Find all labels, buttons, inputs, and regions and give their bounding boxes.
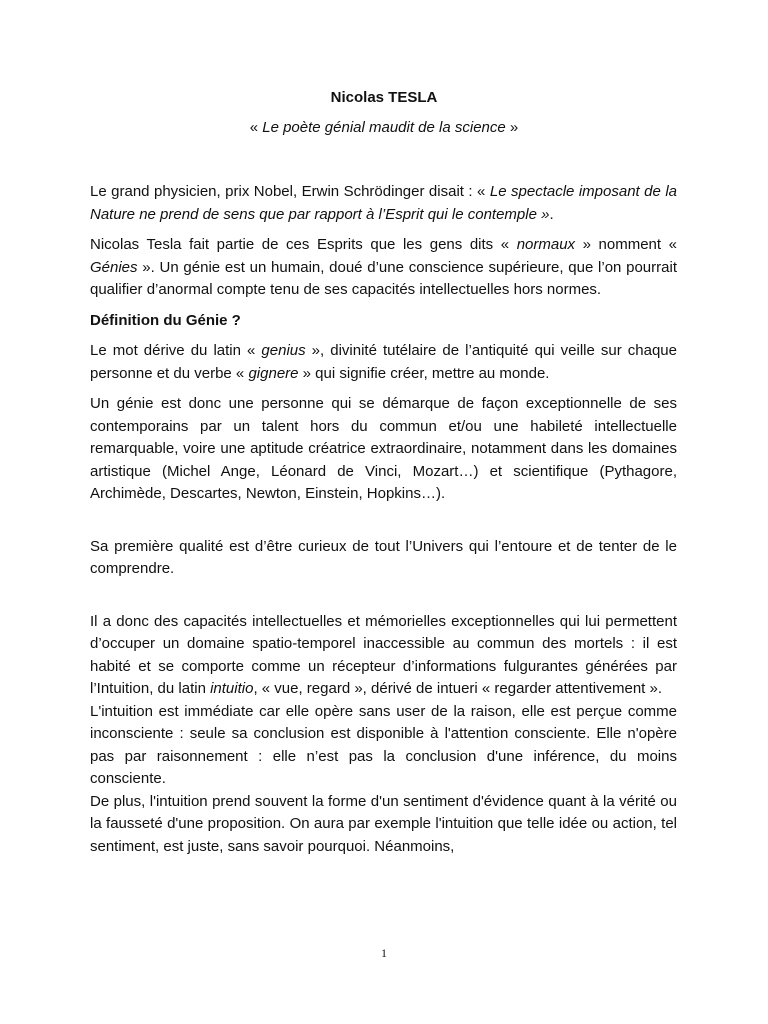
paragraph-etymology [90, 340, 677, 385]
paragraph-text: Il a donc des capacités intellectuelles et mémorielles exceptionnelles qui lui permettent d’occuper un domaine spatio-temporel inaccessible au commun des mortels : il est habité et se comporte comme un récepteur d’informations fulgurantes générées par l’Intuition, du latin [90, 612, 677, 697]
document-subtitle [0, 119, 768, 136]
paragraph-intuition-immediate: L'intuition est immédiate car elle opère sans user de la raison, elle est perçue comme inconsciente : seule sa conclusion est disponible à l'attention consciente. Elle n'opère pas par raisonnement : elle n’est pas la conclusion d'une inférence, du moins consciente. [90, 702, 677, 787]
subtitle-open-quote: « [249, 119, 263, 136]
paragraph-text: » nomment « [575, 236, 677, 253]
document-body [90, 181, 677, 858]
paragraph-curiosity: Sa première qualité est d’être curieux de tout l’Univers qui l’entoure et de tenter de le comprendre. [90, 537, 677, 577]
emphasis-text: gignere [248, 364, 299, 382]
section-heading-definition: Définition du Génie ? [90, 311, 241, 329]
emphasis-text: normaux [516, 236, 576, 253]
paragraph-intuition-intro [90, 611, 677, 701]
paragraph-text: Le mot dérive du latin « [90, 342, 262, 359]
paragraph-text: Le grand physicien, prix Nobel, Erwin Schrödinger disait : « [90, 183, 490, 200]
paragraph-genius-definition: Un génie est donc une personne qui se démarque de façon exceptionnelle de ses contemporains par un talent hors du commun et/ou une habileté intellectuelle remarquable, voire une aptitude créatrice extraordinaire, notamment dans les domaines artistique (Michel Ange, Léonard de Vinci, Mozart…) et scientifique (Pythagore, Archimède, Descartes, Newton, Einstein, Hopkins…). [90, 395, 677, 502]
emphasis-text: genius [261, 342, 306, 359]
paragraph-text: », divinité tutélaire de l’antiquité qui veille sur chaque personne et du verbe « [90, 342, 677, 382]
document-title: Nicolas TESLA [330, 89, 438, 106]
subtitle-close-quote: » [505, 119, 519, 136]
page-number: 1 [381, 946, 387, 960]
paragraph-text: . [549, 205, 554, 223]
subtitle-text: Le poète génial maudit de la science [262, 119, 506, 136]
paragraph-tesla-intro [90, 234, 677, 302]
paragraph-schrodinger-quote [90, 181, 677, 226]
paragraph-text: , « vue, regard », dérivé de intueri « regarder attentivement ». [253, 680, 663, 697]
paragraph-intuition-evidence: De plus, l'intuition prend souvent la forme d'un sentiment d'évidence quant à la vérité ou la fausseté d'une proposition. On aura par exemple l'intuition que telle idée ou action, tel sentiment, est juste, sans savoir pourquoi. Néanmoins, [90, 792, 677, 855]
emphasis-text: Génies [90, 258, 138, 276]
paragraph-text: Nicolas Tesla fait partie de ces Esprits que les gens dits « [90, 236, 517, 253]
quote-text: Le spectacle imposant de la Nature ne prend de sens que par rapport à l’Esprit qui le contemple » [90, 183, 677, 223]
paragraph-text: » qui signifie créer, mettre au monde. [298, 364, 550, 382]
paragraph-text: ». Un génie est un humain, doué d’une conscience supérieure, que l’on pourrait qualifier d’anormal compte tenu de ses capacités intellectuelles hors normes. [90, 258, 677, 298]
emphasis-text: intuitio [210, 680, 254, 697]
